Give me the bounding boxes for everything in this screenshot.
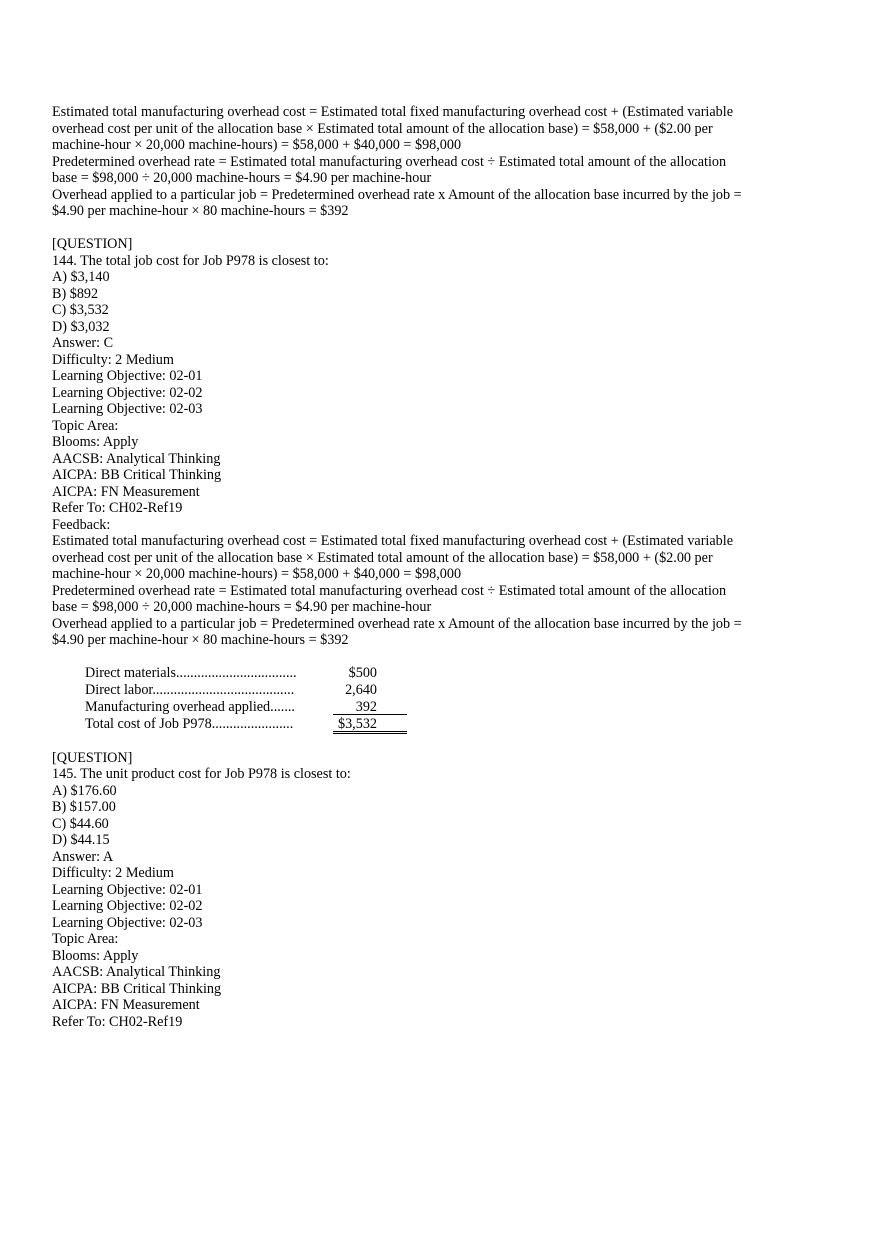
option-c: C) $3,532: [52, 302, 109, 318]
option-d: D) $3,032: [52, 318, 110, 335]
feedback-line: machine-hour × 20,000 machine-hours) = $58,000 + $40,000 = $98,000: [52, 566, 462, 582]
feedback-line: $4.90 per machine-hour × 80 machine-hours = $392: [52, 632, 349, 648]
cost-value: $500: [348, 665, 377, 681]
feedback-line: base = $98,000 ÷ 20,000 machine-hours = $4.90 per machine-hour: [52, 170, 432, 186]
option-c: C) $44.60: [52, 815, 109, 832]
document-page: [52, 104, 822, 1030]
option-a: A) $176.60: [52, 782, 117, 799]
cost-value: 2,640: [345, 682, 377, 698]
blooms: Blooms: Apply: [52, 434, 139, 450]
option-a: A) $3,140: [52, 269, 110, 285]
refer-to: Refer To: CH02-Ref19: [52, 1013, 183, 1030]
learning-objective: Learning Objective: 02-01: [52, 368, 203, 384]
cost-row: [85, 682, 822, 699]
cost-row: [85, 699, 822, 716]
feedback-line: base = $98,000 ÷ 20,000 machine-hours = $4.90 per machine-hour: [52, 599, 432, 615]
learning-objective: Learning Objective: 02-01: [52, 881, 203, 898]
previous-feedback: [52, 104, 822, 220]
option-d: D) $44.15: [52, 832, 110, 848]
question-text: 145. The unit product cost for Job P978 is closest to:: [52, 766, 351, 782]
topic-area: Topic Area:: [52, 931, 119, 947]
topic-area: Topic Area:: [52, 417, 119, 434]
answer: Answer: A: [52, 848, 114, 865]
feedback-line: Estimated total manufacturing overhead cost = Estimated total fixed manufacturing overhead cost + (Estimated variable: [52, 104, 734, 120]
feedback-line: Estimated total manufacturing overhead cost = Estimated total fixed manufacturing overhead cost + (Estimated variable: [52, 533, 734, 549]
refer-to: Refer To: CH02-Ref19: [52, 500, 183, 516]
blooms: Blooms: Apply: [52, 947, 139, 964]
option-b: B) $157.00: [52, 799, 116, 815]
learning-objective: Learning Objective: 02-03: [52, 914, 203, 931]
question-tag: [QUESTION]: [52, 236, 133, 252]
cost-value-cell: [333, 716, 407, 734]
cost-value: 392: [355, 699, 377, 715]
cost-total-value: $3,532: [337, 716, 377, 732]
learning-objective: Learning Objective: 02-02: [52, 898, 203, 914]
question-text: 144. The total job cost for Job P978 is closest to:: [52, 252, 329, 269]
difficulty: Difficulty: 2 Medium: [52, 865, 174, 881]
feedback-line: Overhead applied to a particular job = Predetermined overhead rate x Amount of the allocation base incurred by the job =: [52, 615, 742, 632]
feedback-line: Predetermined overhead rate = Estimated total manufacturing overhead cost ÷ Estimated total amount of the allocation: [52, 153, 727, 170]
spacer: [52, 733, 822, 750]
cost-label: Total cost of Job P978.......................: [85, 716, 294, 732]
cost-value-cell: [333, 682, 407, 699]
feedback-line: Predetermined overhead rate = Estimated total manufacturing overhead cost ÷ Estimated total amount of the allocation: [52, 582, 727, 599]
job-cost-table: [85, 665, 822, 733]
cost-value-cell: [333, 665, 407, 682]
feedback-line: $4.90 per machine-hour × 80 machine-hours = $392: [52, 203, 349, 219]
cost-value-cell: [333, 699, 407, 715]
aacsb: AACSB: Analytical Thinking: [52, 450, 221, 467]
cost-row-total: [85, 716, 822, 733]
spacer: [52, 220, 822, 237]
aicpa: AICPA: FN Measurement: [52, 997, 200, 1013]
feedback-line: overhead cost per unit of the allocation base × Estimated total amount of the allocation base) = $58,000 + ($2.00 per: [52, 120, 713, 137]
question-tag: [QUESTION]: [52, 749, 133, 766]
cost-row: [85, 665, 822, 682]
aicpa: AICPA: FN Measurement: [52, 483, 200, 500]
feedback-heading: Feedback:: [52, 516, 111, 533]
question-145: [52, 750, 822, 1031]
answer: Answer: C: [52, 335, 114, 351]
learning-objective: Learning Objective: 02-02: [52, 384, 203, 401]
cost-label: Direct labor........................................: [85, 682, 295, 698]
cost-label: Manufacturing overhead applied.......: [85, 699, 295, 715]
aacsb: AACSB: Analytical Thinking: [52, 964, 221, 980]
cost-label: Direct materials..................................: [85, 665, 297, 681]
feedback-line: Overhead applied to a particular job = Predetermined overhead rate x Amount of the allocation base incurred by the job =: [52, 186, 742, 203]
spacer: [52, 649, 822, 666]
aicpa: AICPA: BB Critical Thinking: [52, 980, 222, 997]
difficulty: Difficulty: 2 Medium: [52, 351, 174, 368]
aicpa: AICPA: BB Critical Thinking: [52, 467, 222, 483]
feedback-line: overhead cost per unit of the allocation base × Estimated total amount of the allocation base) = $58,000 + ($2.00 per: [52, 549, 713, 566]
feedback-line: machine-hour × 20,000 machine-hours) = $58,000 + $40,000 = $98,000: [52, 137, 462, 153]
learning-objective: Learning Objective: 02-03: [52, 401, 203, 417]
option-b: B) $892: [52, 285, 99, 302]
question-144: [52, 236, 822, 733]
